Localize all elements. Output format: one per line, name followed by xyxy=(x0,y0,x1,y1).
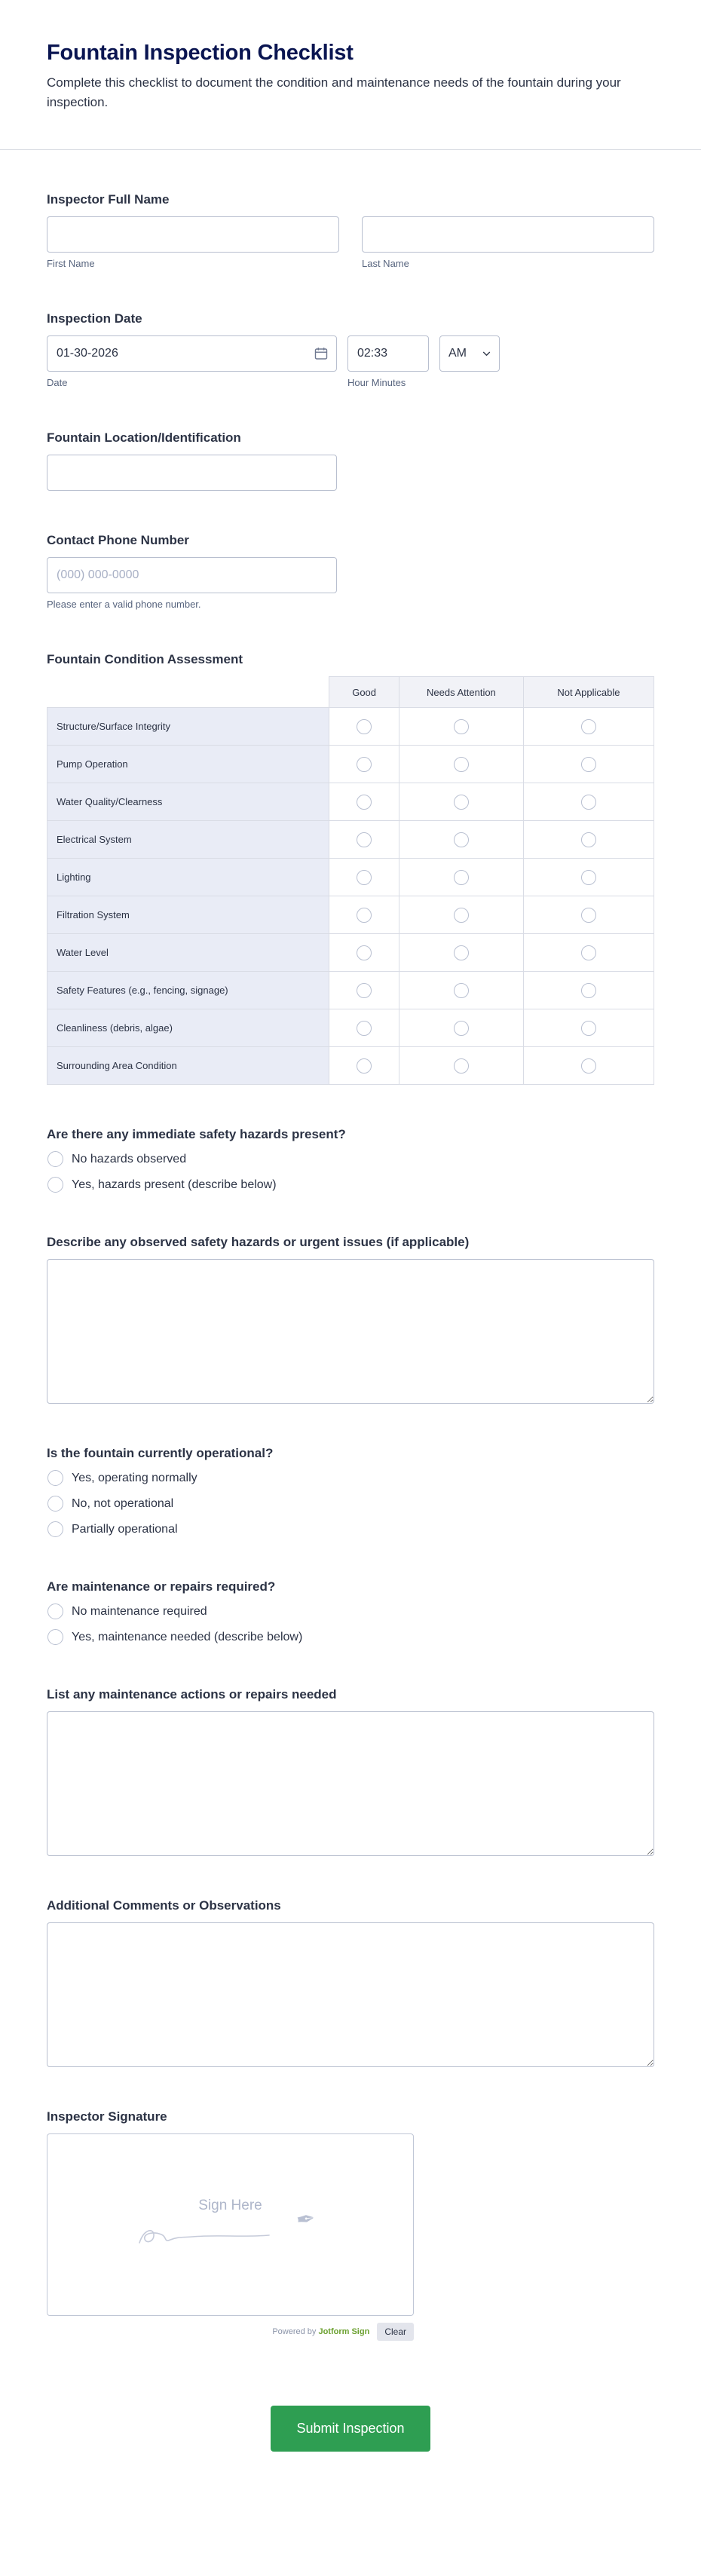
assessment-table-row xyxy=(47,1009,654,1047)
radio-circle-icon xyxy=(357,870,372,885)
location-label: Fountain Location/Identification xyxy=(47,430,241,445)
radio-option-label: No maintenance required xyxy=(72,1604,207,1618)
hazards-describe-field xyxy=(0,1235,701,1404)
radio-circle-icon xyxy=(357,832,372,847)
operational-label: Is the fountain currently operational? xyxy=(47,1446,274,1460)
radio-circle-icon xyxy=(454,719,469,734)
assessment-radio-needs-attention[interactable] xyxy=(399,896,523,934)
radio-circle-icon xyxy=(47,1470,63,1486)
radio-circle-icon xyxy=(357,983,372,998)
assessment-radio-not-applicable[interactable] xyxy=(523,783,654,821)
assessment-row-label: Filtration System xyxy=(47,896,329,934)
phone-input[interactable] xyxy=(47,557,337,593)
assessment-table-row xyxy=(47,1047,654,1085)
assessment-radio-good[interactable] xyxy=(329,1009,399,1047)
signature-label: Inspector Signature xyxy=(47,2109,167,2124)
assessment-row-label: Water Level xyxy=(47,934,329,972)
assessment-radio-not-applicable[interactable] xyxy=(523,821,654,859)
comments-field xyxy=(0,1898,701,2067)
submit-button[interactable]: Submit Inspection xyxy=(271,2406,430,2452)
maintenance-required-field xyxy=(0,1579,701,1645)
inspector-name-label: Inspector Full Name xyxy=(47,192,170,207)
radio-circle-icon xyxy=(454,945,469,960)
radio-circle-icon xyxy=(454,1021,469,1036)
radio-option-label: No hazards observed xyxy=(72,1152,187,1165)
comments-textarea[interactable] xyxy=(47,1922,654,2067)
assessment-radio-needs-attention[interactable] xyxy=(399,821,523,859)
phone-field xyxy=(0,533,701,610)
time-input[interactable] xyxy=(347,335,429,372)
assessment-field xyxy=(0,652,701,1085)
radio-circle-icon xyxy=(47,1629,63,1645)
assessment-table-row xyxy=(47,934,654,972)
maintenance-required-label: Are maintenance or repairs required? xyxy=(47,1579,276,1594)
date-input[interactable] xyxy=(47,335,337,372)
assessment-radio-needs-attention[interactable] xyxy=(399,783,523,821)
chevron-down-icon xyxy=(482,351,491,357)
radio-circle-icon xyxy=(581,870,596,885)
radio-option-yes-maintenance[interactable] xyxy=(47,1629,654,1645)
assessment-radio-needs-attention[interactable] xyxy=(399,972,523,1009)
radio-circle-icon xyxy=(357,1021,372,1036)
assessment-table-row xyxy=(47,972,654,1009)
assessment-radio-not-applicable[interactable] xyxy=(523,972,654,1009)
assessment-table xyxy=(47,676,654,1085)
radio-circle-icon xyxy=(357,945,372,960)
radio-circle-icon xyxy=(357,795,372,810)
assessment-radio-needs-attention[interactable] xyxy=(399,746,523,783)
radio-option-operating-normally[interactable] xyxy=(47,1470,654,1486)
maintenance-list-textarea[interactable] xyxy=(47,1711,654,1856)
assessment-radio-good[interactable] xyxy=(329,972,399,1009)
assessment-column-good: Good xyxy=(329,677,399,708)
last-name-input[interactable] xyxy=(362,216,654,253)
assessment-radio-good[interactable] xyxy=(329,746,399,783)
radio-circle-icon xyxy=(581,983,596,998)
assessment-row-label: Cleanliness (debris, algae) xyxy=(47,1009,329,1047)
assessment-radio-needs-attention[interactable] xyxy=(399,859,523,896)
assessment-row-label: Water Quality/Clearness xyxy=(47,783,329,821)
assessment-radio-needs-attention[interactable] xyxy=(399,934,523,972)
assessment-label: Fountain Condition Assessment xyxy=(47,652,243,666)
radio-circle-icon xyxy=(357,1058,372,1074)
radio-circle-icon xyxy=(581,757,596,772)
assessment-radio-not-applicable[interactable] xyxy=(523,1009,654,1047)
radio-circle-icon xyxy=(581,1021,596,1036)
date-sublabel: Date xyxy=(47,377,68,388)
radio-circle-icon xyxy=(581,1058,596,1074)
assessment-radio-needs-attention[interactable] xyxy=(399,708,523,746)
first-name-input[interactable] xyxy=(47,216,339,253)
radio-option-yes-hazards[interactable] xyxy=(47,1177,654,1193)
signature-footer xyxy=(47,2323,414,2341)
first-name-sublabel: First Name xyxy=(47,258,95,269)
radio-circle-icon xyxy=(47,1151,63,1167)
clear-signature-button[interactable]: Clear xyxy=(377,2323,414,2341)
assessment-row-label: Lighting xyxy=(47,859,329,896)
form-header xyxy=(0,41,701,112)
radio-circle-icon xyxy=(47,1177,63,1193)
assessment-header-row xyxy=(47,677,654,708)
radio-circle-icon xyxy=(454,795,469,810)
assessment-table-row xyxy=(47,783,654,821)
inspector-name-field xyxy=(0,192,701,269)
radio-circle-icon xyxy=(581,908,596,923)
radio-option-no-hazards[interactable] xyxy=(47,1151,654,1167)
signature-squiggle-decoration xyxy=(136,2223,272,2250)
assessment-radio-good[interactable] xyxy=(329,708,399,746)
assessment-row-label: Electrical System xyxy=(47,821,329,859)
assessment-table-body xyxy=(47,708,654,1085)
powered-by-label: Powered by xyxy=(272,2327,317,2336)
radio-circle-icon xyxy=(47,1521,63,1537)
assessment-table-row xyxy=(47,708,654,746)
page-title: Fountain Inspection Checklist xyxy=(47,41,354,65)
assessment-row-label: Pump Operation xyxy=(47,746,329,783)
radio-circle-icon xyxy=(454,832,469,847)
radio-option-not-operational[interactable] xyxy=(47,1496,654,1512)
assessment-table-row xyxy=(47,859,654,896)
hazards-describe-label: Describe any observed safety hazards or urgent issues (if applicable) xyxy=(47,1235,470,1249)
phone-label: Contact Phone Number xyxy=(47,533,189,547)
assessment-radio-needs-attention[interactable] xyxy=(399,1009,523,1047)
maintenance-list-field xyxy=(0,1687,701,1856)
radio-option-no-maintenance[interactable] xyxy=(47,1603,654,1619)
location-field xyxy=(0,430,701,491)
radio-circle-icon xyxy=(581,719,596,734)
operational-field xyxy=(0,1446,701,1537)
assessment-column-not-applicable: Not Applicable xyxy=(523,677,654,708)
calendar-icon[interactable] xyxy=(314,346,329,361)
assessment-row-label: Structure/Surface Integrity xyxy=(47,708,329,746)
ampm-select[interactable] xyxy=(439,335,500,372)
powered-by-text xyxy=(272,2327,369,2336)
assessment-table-row xyxy=(47,746,654,783)
radio-circle-icon xyxy=(454,870,469,885)
assessment-radio-not-applicable[interactable] xyxy=(523,746,654,783)
assessment-radio-needs-attention[interactable] xyxy=(399,1047,523,1085)
assessment-radio-good[interactable] xyxy=(329,934,399,972)
radio-circle-icon xyxy=(581,945,596,960)
header-divider xyxy=(0,149,701,150)
jotform-sign-brand: Jotform Sign xyxy=(318,2327,370,2336)
radio-option-label: Yes, maintenance needed (describe below) xyxy=(72,1630,303,1643)
hazards-describe-textarea[interactable] xyxy=(47,1259,654,1404)
radio-circle-icon xyxy=(357,719,372,734)
radio-circle-icon xyxy=(47,1603,63,1619)
radio-circle-icon xyxy=(357,908,372,923)
time-sublabel: Hour Minutes xyxy=(347,377,406,388)
assessment-row-label: Safety Features (e.g., fencing, signage) xyxy=(47,972,329,1009)
location-input[interactable] xyxy=(47,455,337,491)
page-subtitle: Complete this checklist to document the condition and maintenance needs of the fountain during your inspection. xyxy=(47,75,621,109)
assessment-radio-not-applicable[interactable] xyxy=(523,708,654,746)
radio-circle-icon xyxy=(454,908,469,923)
radio-option-partially-operational[interactable] xyxy=(47,1521,654,1537)
assessment-radio-not-applicable[interactable] xyxy=(523,859,654,896)
inspection-date-label: Inspection Date xyxy=(47,311,142,326)
assessment-radio-not-applicable[interactable] xyxy=(523,896,654,934)
assessment-radio-good[interactable] xyxy=(329,859,399,896)
assessment-corner-cell xyxy=(47,677,329,708)
assessment-column-needs-attention: Needs Attention xyxy=(399,677,523,708)
radio-circle-icon xyxy=(581,832,596,847)
radio-circle-icon xyxy=(454,983,469,998)
radio-circle-icon xyxy=(454,757,469,772)
assessment-radio-not-applicable[interactable] xyxy=(523,1047,654,1085)
radio-option-label: Partially operational xyxy=(72,1522,178,1536)
assessment-radio-good[interactable] xyxy=(329,1047,399,1085)
comments-label: Additional Comments or Observations xyxy=(47,1898,281,1913)
assessment-radio-good[interactable] xyxy=(329,783,399,821)
ampm-value: AM xyxy=(448,347,467,360)
last-name-sublabel: Last Name xyxy=(362,258,409,269)
radio-option-label: Yes, operating normally xyxy=(72,1471,197,1484)
radio-circle-icon xyxy=(581,795,596,810)
signature-pad[interactable] xyxy=(47,2133,414,2316)
radio-circle-icon xyxy=(47,1496,63,1512)
signature-field xyxy=(0,2109,701,2341)
phone-sublabel: Please enter a valid phone number. xyxy=(47,599,201,610)
radio-option-label: No, not operational xyxy=(72,1496,174,1510)
assessment-table-row xyxy=(47,821,654,859)
hazards-present-field xyxy=(0,1127,701,1193)
assessment-radio-good[interactable] xyxy=(329,821,399,859)
assessment-radio-not-applicable[interactable] xyxy=(523,934,654,972)
assessment-table-row xyxy=(47,896,654,934)
radio-circle-icon xyxy=(357,757,372,772)
maintenance-list-label: List any maintenance actions or repairs needed xyxy=(47,1687,337,1702)
radio-option-label: Yes, hazards present (describe below) xyxy=(72,1178,277,1191)
inspection-date-field xyxy=(0,311,701,388)
submit-row xyxy=(0,2406,701,2452)
pen-nib-icon: ✒ xyxy=(294,2206,317,2234)
hazards-present-label: Are there any immediate safety hazards present? xyxy=(47,1127,346,1141)
assessment-row-label: Surrounding Area Condition xyxy=(47,1047,329,1085)
sign-here-placeholder: Sign Here xyxy=(198,2198,262,2213)
radio-circle-icon xyxy=(454,1058,469,1074)
assessment-radio-good[interactable] xyxy=(329,896,399,934)
